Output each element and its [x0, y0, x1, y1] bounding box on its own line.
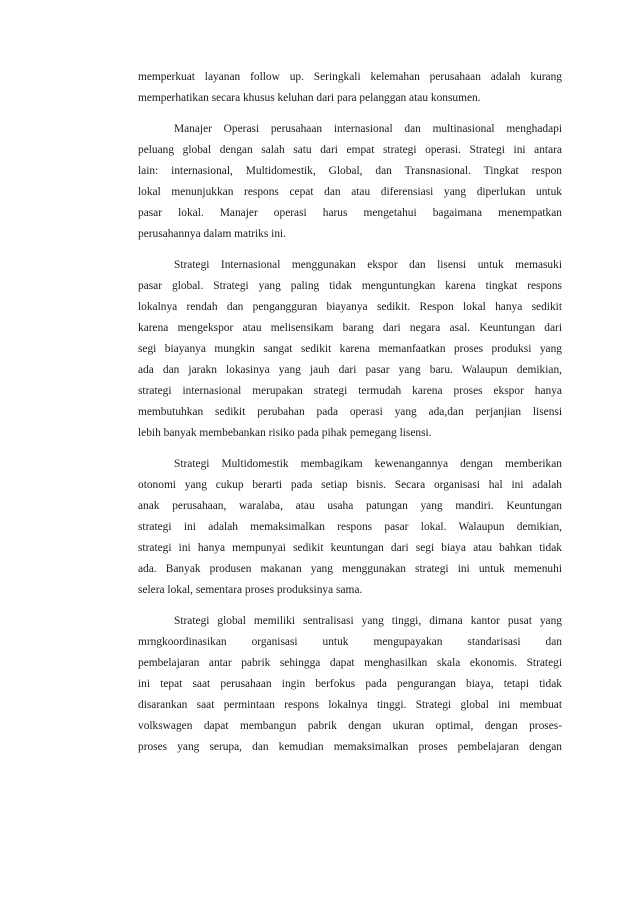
text-line: otonomi yang cukup berarti pada setiap bisnis. Secara organisasi hal ini adalah [138, 479, 562, 491]
text-line: pasar global. Strategi yang paling tidak menguntungkan karena tingkat respons [138, 280, 562, 292]
paragraph [138, 255, 562, 444]
document-body [138, 67, 562, 768]
paragraph [138, 119, 562, 245]
text-line: pembelajaran antar pabrik sehingga dapat menghasilkan skala ekonomis. Strategi [138, 657, 562, 669]
paragraph [138, 454, 562, 601]
text-line: Strategi global memiliki sentralisasi yang tinggi, dimana kantor pusat yang [174, 615, 562, 627]
text-line: ada dan jarakn lokasinya yang jauh dari pasar yang baru. Walaupun demikian, [138, 364, 562, 376]
text-line: Strategi Multidomestik membagikam kewenangannya dengan memberikan [174, 458, 562, 470]
text-line: segi biayanya mungkin sangat sedikit karena memanfaatkan proses produksi yang [138, 343, 562, 355]
text-line: strategi internasional merupakan strategi termudah karena proses ekspor hanya [138, 385, 562, 397]
text-line: membutuhkan sedikit perubahan pada operasi yang ada,dan perjanjian lisensi [138, 406, 562, 418]
text-line: peluang global dengan salah satu dari empat strategi operasi. Strategi ini antara [138, 144, 562, 156]
text-line: volkswagen dapat membangun pabrik dengan ukuran optimal, dengan proses- [138, 720, 562, 732]
paragraph [138, 67, 562, 109]
paragraph [138, 611, 562, 758]
text-line: Manajer Operasi perusahaan internasional dan multinasional menghadapi [174, 123, 562, 135]
text-line: memperhatikan secara khusus keluhan dari para pelanggan atau konsumen. [138, 92, 481, 104]
text-line: lokal menunjukkan respons cepat dan atau diferensiasi yang diperlukan untuk [138, 186, 562, 198]
text-line: strategi ini adalah memaksimalkan respons pasar lokal. Walaupun demikian, [138, 521, 562, 533]
text-line: mrngkoordinasikan organisasi untuk mengupayakan standarisasi dan [138, 636, 562, 648]
text-line: lain: internasional, Multidomestik, Global, dan Transnasional. Tingkat respon [138, 165, 562, 177]
text-line: lebih banyak membebankan risiko pada pihak pemegang lisensi. [138, 427, 432, 439]
text-line: anak perusahaan, waralaba, atau usaha patungan yang mandiri. Keuntungan [138, 500, 562, 512]
text-line: ini tepat saat perusahaan ingin berfokus pada pengurangan biaya, tetapi tidak [138, 678, 562, 690]
text-line: karena mengekspor atau melisensikam barang dari negara asal. Keuntungan dari [138, 322, 562, 334]
text-line: strategi ini hanya mempunyai sedikit keuntungan dari segi biaya atau bahkan tidak [138, 542, 562, 554]
text-line: pasar lokal. Manajer operasi harus mengetahui bagaimana menempatkan [138, 207, 562, 219]
text-line: Strategi Internasional menggunakan ekspor dan lisensi untuk memasuki [174, 259, 562, 271]
text-line: disarankan saat permintaan respons lokalnya tinggi. Strategi global ini membuat [138, 699, 562, 711]
text-line: memperkuat layanan follow up. Seringkali kelemahan perusahaan adalah kurang [138, 71, 562, 83]
text-line: selera lokal, sementara proses produksinya sama. [138, 584, 363, 596]
text-line: ada. Banyak produsen makanan yang menggunakan strategi ini untuk memenuhi [138, 563, 562, 575]
text-line: lokalnya rendah dan pengangguran biayanya sedikit. Respon lokal hanya sedikit [138, 301, 562, 313]
text-line: proses yang serupa, dan kemudian memaksimalkan proses pembelajaran dengan [138, 741, 562, 753]
text-line: perusahannya dalam matriks ini. [138, 228, 287, 240]
